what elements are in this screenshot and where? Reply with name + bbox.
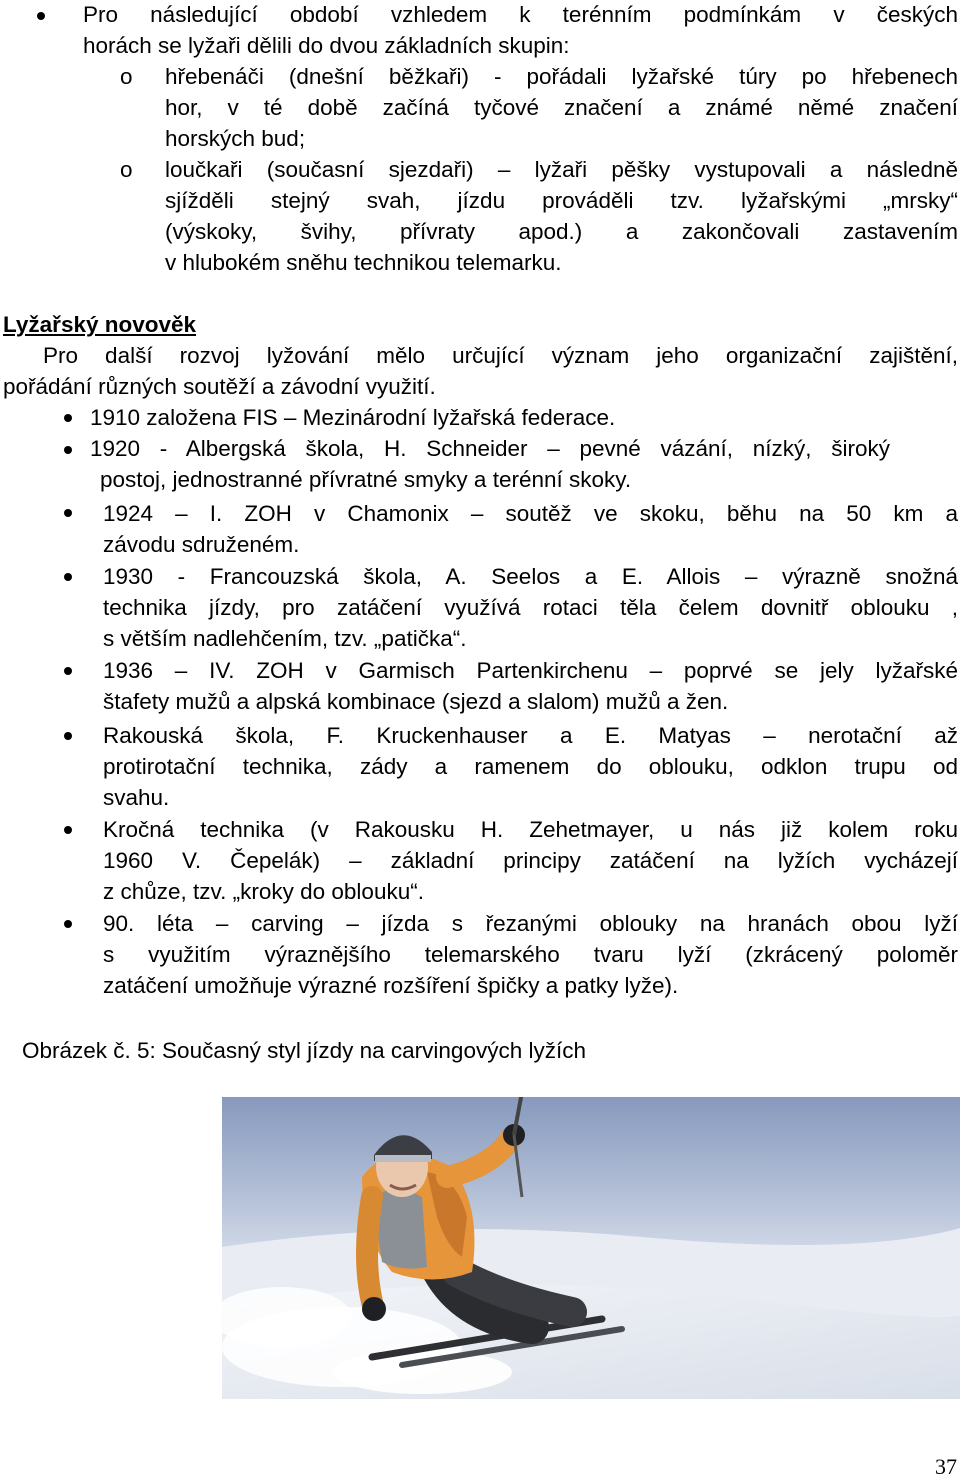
sub-item-line: horských bud;: [165, 126, 306, 151]
sub-item-line: hřebenáči (dnešní běžkaři) - pořádali lyžařské túry po hřebenech: [165, 64, 958, 89]
section-paragraph-line: pořádání různých soutěží a závodní využití.: [3, 374, 436, 399]
bullet-dot: [37, 12, 45, 20]
page-number: 37: [935, 1454, 957, 1479]
list-item-line: s využitím výraznějšího telemarského tvaru lyží (zkrácený poloměr: [103, 942, 958, 967]
list-item-line: 90. léta – carving – jízda s řezanými oblouky na hranách obou lyží: [103, 911, 958, 936]
list-item-line: z chůze, tzv. „kroky do oblouku“.: [103, 879, 424, 904]
list-item-line: 1920 - Albergská škola, H. Schneider – pevné vázání, nízký, široký: [90, 436, 890, 461]
list-item-line: technika jízdy, pro zatáčení využívá rotaci těla čelem dovnitř oblouku ,: [103, 595, 958, 620]
intro-line: Pro následující období vzhledem k terénním podmínkám v českých: [83, 2, 958, 27]
circle-bullet: o: [120, 157, 133, 182]
bullet-dot: [64, 414, 72, 422]
list-item-line: 1960 V. Čepelák) – základní principy zatáčení na lyžích vycházejí: [103, 848, 958, 873]
list-item-line: postoj, jednostranné přívratné smyky a terénní skoky.: [100, 467, 632, 492]
list-item-line: 1924 – I. ZOH v Chamonix – soutěž ve skoku, běhu na 50 km a: [103, 501, 958, 526]
bullet-dot: [64, 573, 72, 581]
skier-photo: [222, 1097, 960, 1399]
bullet-dot: [64, 920, 72, 928]
bullet-dot: [64, 732, 72, 740]
sub-item-line: sjížděli stejný svah, jízdu prováděli tzv. lyžařskými „mrsky“: [165, 188, 958, 213]
list-item-line: s větším nadlehčením, tzv. „patička“.: [103, 626, 467, 651]
list-item-line: Rakouská škola, F. Kruckenhauser a E. Matyas – nerotační až: [103, 723, 958, 748]
list-item-line: závodu sdruženém.: [103, 532, 300, 557]
list-item-line: 1936 – IV. ZOH v Garmisch Partenkirchenu – poprvé se jely lyžařské: [103, 658, 958, 683]
bullet-dot: [64, 826, 72, 834]
bullet-dot: [64, 446, 72, 454]
list-item-line: 1910 založena FIS – Mezinárodní lyžařská federace.: [90, 405, 616, 430]
sub-item-line: hor, v té době začíná tyčové značení a známé němé značení: [165, 95, 958, 120]
list-item-line: svahu.: [103, 785, 170, 810]
sub-item-line: (výskoky, švihy, přívraty apod.) a zakončovali zastavením: [165, 219, 958, 244]
bullet-dot: [64, 509, 72, 517]
section-heading: Lyžařský novověk: [3, 312, 197, 337]
sub-item-line: loučkaři (současní sjezdaři) – lyžaři pěšky vystupovali a následně: [165, 157, 958, 182]
bullet-dot: [64, 667, 72, 675]
section-paragraph-line: Pro další rozvoj lyžování mělo určující význam jeho organizační zajištění,: [43, 343, 958, 368]
intro-line: horách se lyžaři dělili do dvou základních skupin:: [83, 33, 570, 58]
figure-caption: Obrázek č. 5: Současný styl jízdy na carvingových lyžích: [22, 1038, 586, 1063]
list-item-line: štafety mužů a alpská kombinace (sjezd a slalom) mužů a žen.: [103, 689, 729, 714]
list-item-line: zatáčení umožňuje výrazné rozšíření špičky a patky lyže).: [103, 973, 679, 998]
sub-item-line: v hlubokém sněhu technikou telemarku.: [165, 250, 562, 275]
circle-bullet: o: [120, 64, 133, 89]
list-item-line: protirotační technika, zády a ramenem do oblouku, odklon trupu od: [103, 754, 958, 779]
list-item-line: 1930 - Francouzská škola, A. Seelos a E. Allois – výrazně snožná: [103, 564, 958, 589]
list-item-line: Kročná technika (v Rakousku H. Zehetmayer, u nás již kolem roku: [103, 817, 958, 842]
